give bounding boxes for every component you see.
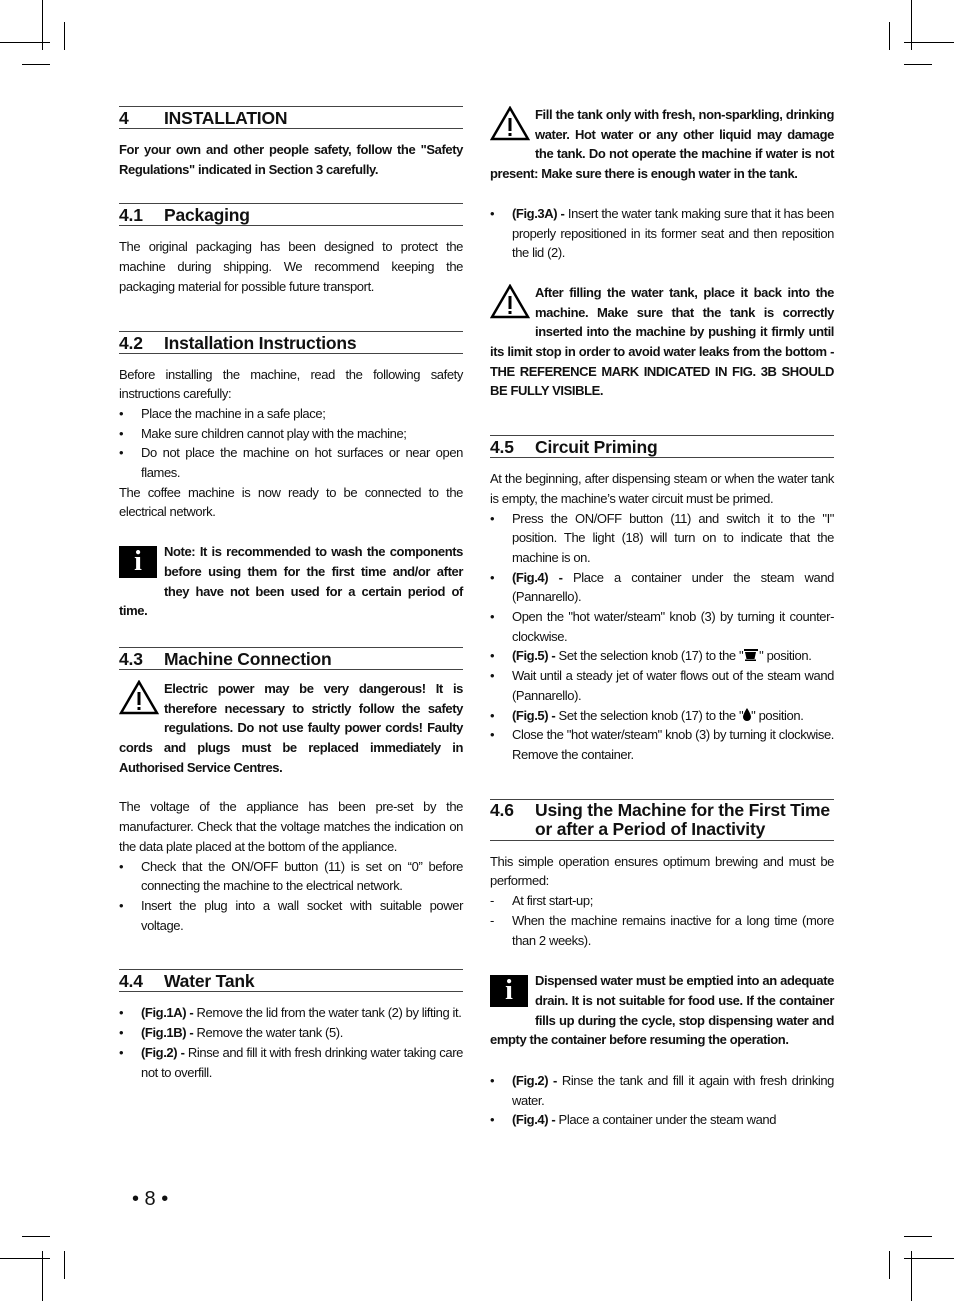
section-number: 4	[119, 108, 129, 128]
list-item: • Do not place the machine on hot surfaces or near open flames.	[119, 443, 463, 482]
info-note	[119, 542, 463, 621]
list-item	[490, 1071, 834, 1110]
list-item: - When the machine remains inactive for a long time (more than 2 weeks).	[490, 911, 834, 950]
list-item	[490, 607, 834, 646]
list-item: - At first start-up;	[490, 891, 834, 911]
item-text: Open the "hot water/steam" knob (3) by turning it counter-clockwise.	[512, 609, 834, 644]
section-heading-4	[119, 106, 463, 129]
item-text: Insert the water tank making sure that it has been properly repositioned in its former seat and then reposition the lid (2).	[512, 205, 834, 261]
priming-list	[490, 509, 834, 765]
item-text: Set the selection knob (17) to the "	[555, 648, 744, 664]
crop-mark	[0, 1258, 50, 1259]
priming-intro: At the beginning, after dispensing steam or when the water tank is empty, the machine’s water circuit must be primed.	[490, 471, 834, 506]
list-item	[490, 509, 834, 568]
list-item	[490, 1110, 834, 1130]
list-item	[490, 646, 834, 666]
right-column	[490, 105, 834, 1130]
drop-icon	[743, 708, 751, 721]
item-text: Place a container under the steam wand (Pannarello).	[512, 569, 834, 605]
list-item: • Place the machine in a safe place;	[119, 404, 463, 424]
note-text: Dispensed water must be emptied into an adequate drain. It is not suitable for food use. If the container fills up during the cycle, stop dispensing water and empty the container before resuming the operation.	[490, 973, 834, 1048]
crop-mark	[64, 1251, 65, 1279]
figure-ref: (Fig.2) -	[141, 1044, 185, 1060]
item-text: Press the ON/OFF button (11) and switch it to the "I" position. The light (18) will turn on to indicate that the machine is on.	[512, 510, 834, 565]
list-item	[490, 725, 834, 764]
item-text: Place a container under the steam wand	[555, 1112, 777, 1128]
item-text: " position.	[759, 648, 812, 664]
warning-text: After filling the water tank, place it back into the machine. Make sure that the tank is correctly inserted into the machine by pushing it firmly until its limit stop in order to avoid water leaks from the bottom - THE REFERENCE MARK INDICATED IN FIG. 3B SHOULD BE FULLY VISIBLE.	[490, 284, 834, 399]
warning-icon	[490, 284, 533, 324]
warning-note	[490, 105, 834, 184]
figure-ref: (Fig.3A) -	[512, 205, 565, 221]
first-use-intro: This simple operation ensures optimum brewing and must be performed:	[490, 853, 834, 889]
info-note	[490, 971, 834, 1050]
list-item	[119, 1003, 463, 1023]
warning-text: Fill the tank only with fresh, non-sparkling, drinking water. Hot water or any other liquid may damage the tank. Do not operate the machine if water is not present: Make sure there is enough water in the tank.	[490, 107, 834, 182]
section-title: Installation Instructions	[164, 332, 357, 353]
section-number: 4.5	[490, 437, 514, 458]
crop-mark	[904, 1236, 932, 1237]
list-item	[490, 666, 834, 705]
connection-text: The voltage of the appliance has been pre-set by the manufacturer. Check that the voltage matches the indication on the data plate placed at the bottom of the appliance.	[119, 799, 463, 854]
figure-ref: (Fig.4) -	[512, 569, 563, 585]
item-text: Wait until a steady jet of water flows out of the steam wand (Pannarello).	[512, 668, 834, 703]
warning-note	[119, 679, 463, 778]
info-icon: i	[119, 543, 162, 583]
list-item	[490, 204, 834, 263]
item-text: Rinse and fill it with fresh drinking water taking care not to overfill.	[141, 1044, 463, 1080]
list-item	[119, 1043, 463, 1082]
list-item	[119, 1023, 463, 1043]
figure-ref: (Fig.2) -	[512, 1073, 557, 1089]
left-column	[119, 105, 463, 1082]
safety-intro: For your own and other people safety, follow the "Safety Regulations" indicated in Section 3 carefully.	[119, 142, 463, 177]
warning-icon	[119, 680, 162, 720]
section-title: Circuit Priming	[535, 437, 658, 458]
crop-mark	[22, 64, 50, 65]
warning-note	[490, 283, 834, 401]
first-use-steps	[490, 1071, 834, 1130]
item-text: Close the "hot water/steam" knob (3) by turning it clockwise. Remove the container.	[512, 727, 834, 762]
section-heading-4-1	[119, 203, 463, 226]
section-title: Water Tank	[164, 971, 255, 992]
installation-list	[119, 404, 463, 483]
installation-after: The coffee machine is now ready to be connected to the electrical network.	[119, 484, 463, 520]
item-text: Remove the water tank (5).	[193, 1025, 343, 1041]
item-text: " position.	[751, 707, 804, 723]
page-number: • 8 •	[132, 1188, 169, 1210]
crop-mark	[22, 1236, 50, 1237]
crop-mark	[889, 1251, 890, 1279]
section-number: 4.4	[119, 971, 143, 992]
water-tank-list	[119, 1003, 463, 1082]
section-heading-4-4	[119, 969, 463, 992]
crop-mark	[904, 1258, 954, 1259]
section-heading-4-3	[119, 647, 463, 670]
section-title: INSTALLATION	[164, 108, 288, 128]
note-text: Note: It is recommended to wash the components before using them for the first time and/or after they have not been used for a certain period of time.	[119, 544, 463, 619]
crop-mark	[904, 64, 932, 65]
item-text: Rinse the tank and fill it again with fresh drinking water.	[512, 1073, 834, 1108]
figure-ref: (Fig.1A) -	[141, 1005, 194, 1021]
list-item	[490, 568, 834, 607]
section-number: 4.3	[119, 648, 143, 669]
section-number: 4.1	[119, 205, 143, 226]
section-heading-4-5	[490, 435, 834, 458]
section-title: Using the Machine for the First Time or after a Period of Inactivity	[535, 799, 830, 840]
section-title: Machine Connection	[164, 648, 332, 669]
figure-ref: (Fig.4) -	[512, 1112, 556, 1128]
list-item	[490, 706, 834, 726]
connection-list	[119, 857, 463, 936]
figure-ref: (Fig.1B) -	[141, 1025, 194, 1041]
crop-mark	[904, 42, 954, 43]
section-title: Packaging	[164, 205, 250, 226]
first-use-list	[490, 891, 834, 950]
section-number: 4.6	[490, 799, 514, 820]
water-tank-list-cont	[490, 204, 834, 263]
cup-icon	[743, 649, 759, 661]
figure-ref: (Fig.5) -	[512, 707, 556, 723]
crop-mark	[0, 42, 50, 43]
section-heading-4-6	[490, 799, 834, 841]
packaging-text: The original packaging has been designed to protect the machine during shipping. We recommend keeping the packaging material for possible future transport.	[119, 239, 463, 294]
warning-text: Electric power may be very dangerous! It is therefore necessary to strictly follow the safety regulations. Do not use faulty power cords! Faulty cords and plugs must be replaced immediately in Authorised Service Centres.	[119, 680, 463, 775]
crop-mark	[889, 22, 890, 50]
list-item: • Insert the plug into a wall socket with suitable power voltage.	[119, 896, 463, 935]
crop-mark	[64, 22, 65, 50]
item-text: Set the selection knob (17) to the "	[555, 707, 744, 723]
item-text: Remove the lid from the water tank (2) by lifting it.	[193, 1005, 462, 1021]
warning-icon	[490, 106, 533, 146]
section-heading-4-2	[119, 331, 463, 354]
info-icon: i	[490, 972, 533, 1012]
section-number: 4.2	[119, 332, 143, 353]
installation-intro: Before installing the machine, read the following safety instructions carefully:	[119, 366, 463, 402]
list-item: • Make sure children cannot play with the machine;	[119, 424, 463, 444]
figure-ref: (Fig.5) -	[512, 648, 556, 664]
list-item: • Check that the ON/OFF button (11) is set on “0” before connecting the machine to the electrical network.	[119, 857, 463, 896]
